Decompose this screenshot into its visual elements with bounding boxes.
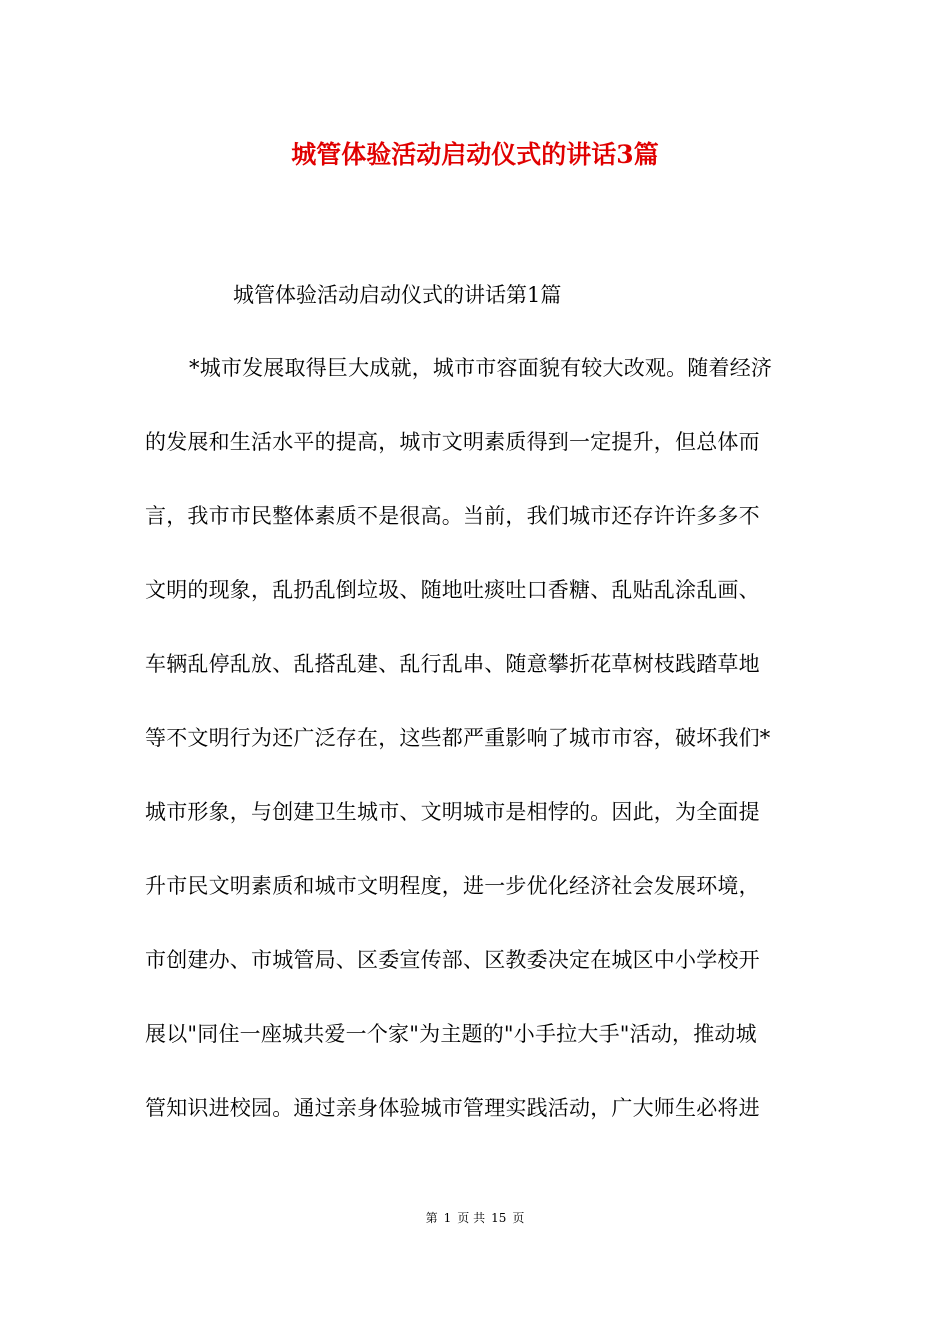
total-pages-number: 15 [491,1211,507,1225]
body-line: 升市民文明素质和城市文明程度，进一步优化经济社会发展环境， [145,874,760,898]
page-label-prefix: 第 [425,1211,438,1225]
body-line: 的发展和生活水平的提高，城市文明素质得到一定提升，但总体而 [145,430,760,454]
section-heading: 城管体验活动启动仪式的讲话第1篇 [233,283,562,307]
body-line: *城市发展取得巨大成就，城市市容面貌有较大改观。随着经济 [189,356,773,380]
document-title: 城管体验活动启动仪式的讲话3篇 [291,140,659,169]
body-line: 言，我市市民整体素质不是很高。当前，我们城市还存许许多多不 [145,504,760,528]
body-line: 市创建办、市城管局、区委宣传部、区教委决定在城区中小学校开 [145,948,760,972]
body-line: 城市形象，与创建卫生城市、文明城市是相悖的。因此，为全面提 [145,800,760,824]
current-page-number: 1 [443,1211,452,1225]
page-label-suffix: 页 [512,1211,525,1225]
body-line: 管知识进校园。通过亲身体验城市管理实践活动，广大师生必将进 [145,1096,760,1120]
body-text [145,353,810,1167]
body-line: 车辆乱停乱放、乱搭乱建、乱行乱串、随意攀折花草树枝践踏草地 [145,652,760,676]
page-label-middle: 页 共 [457,1211,486,1225]
body-line: 文明的现象，乱扔乱倒垃圾、随地吐痰吐口香糖、乱贴乱涂乱画、 [145,578,760,602]
body-line: 等不文明行为还广泛存在，这些都严重影响了城市市容，破坏我们* [145,726,771,750]
page-footer [0,1209,950,1227]
body-line: 展以"同住一座城共爱一个家"为主题的"小手拉大手"活动，推动城 [145,1022,757,1046]
